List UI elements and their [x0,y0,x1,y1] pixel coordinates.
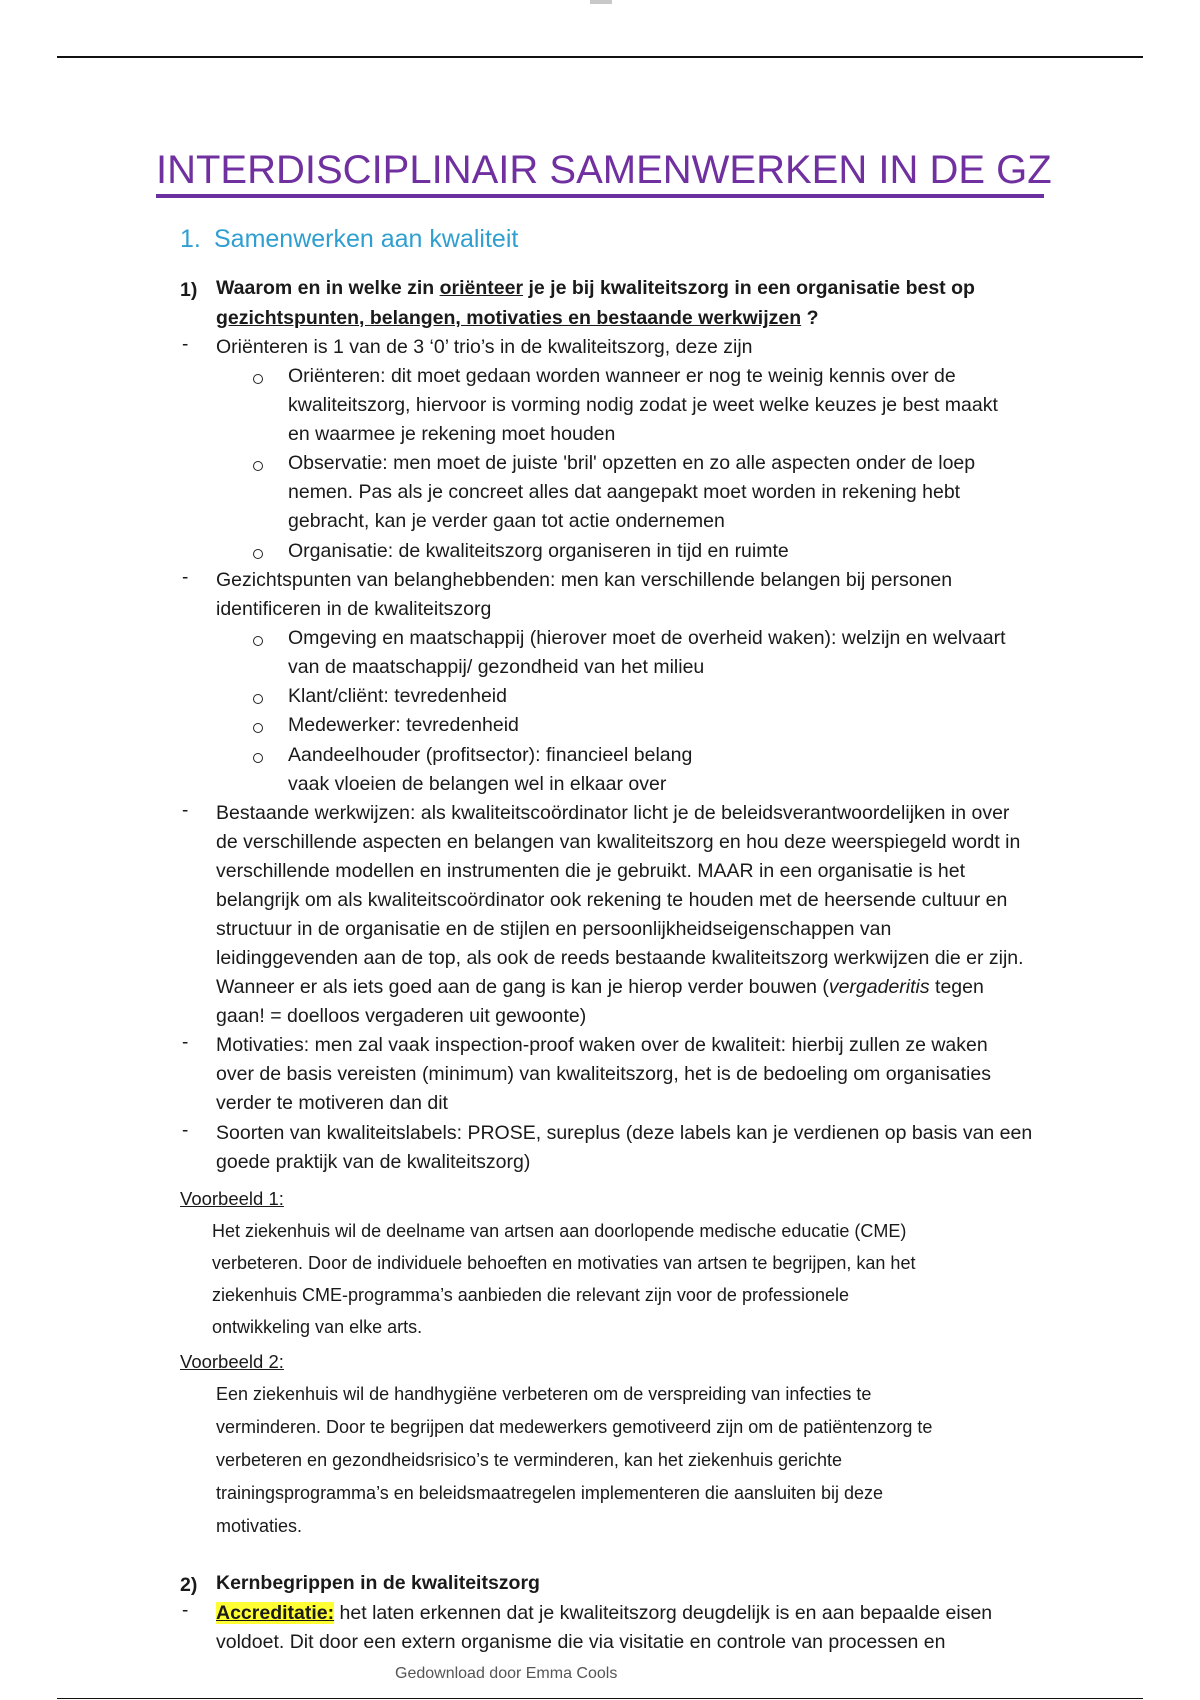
example-1-line-3: ziekenhuis CME-programma’s aanbieden die relevant zijn voor de professionele [212,1285,850,1305]
example-2-label: Voorbeeld 2: [180,1351,284,1372]
example-2-line-4: trainingsprogramma’s en beleidsmaatregelen implementeren die aansluiten bij deze [216,1483,884,1503]
circle-bullet [253,636,263,646]
bullet-4-line-3: verder te motiveren dan dit [216,1092,448,1114]
bullet-3-line-5: structuur in de organisatie en de stijlen en persoonlijkheidseigenschappen van [216,918,892,940]
accreditatie-line-1 [216,1599,992,1628]
bullet-3-italic-term: vergaderitis [828,976,930,998]
sub-bullet-2-1-line-2: van de maatschappij/ gezondheid van het milieu [288,656,705,678]
section-number: 1. [180,225,201,253]
example-1-line-1: Het ziekenhuis wil de deelname van artsen aan doorlopende medische educatie (CME) [212,1221,907,1241]
bullet-4-line-2: over de basis vereisten (minimum) van kwaliteitszorg, het is de bedoeling om organisaties [216,1063,991,1085]
q1-text-a: Waarom en in welke zin [216,277,440,299]
example-2-line-3: verbeteren en gezondheidsrisico’s te verminderen, kan het ziekenhuis gerichte [216,1450,843,1470]
sub-bullet-2-2: Klant/cliënt: tevredenheid [288,685,507,707]
q1-text-c: ? [801,307,819,329]
accreditatie-term: Accreditatie: [216,1602,335,1624]
dash-bullet: - [182,1600,189,1621]
sub-bullet-2-4: Aandeelhouder (profitsector): financieel belang [288,744,693,766]
circle-bullet [253,461,263,471]
header-rule [57,56,1143,58]
question-1-line-2 [216,304,819,333]
bullet-3-line-2: de verschillende aspecten en belangen van kwaliteitszorg en hou deze weerspiegeld wordt in [216,831,1021,853]
top-mark [590,0,612,4]
bullet-5-line-1: Soorten van kwaliteitslabels: PROSE, sureplus (deze labels kan je verdienen op basis van een [216,1122,1033,1144]
bullet-3-line-4: belangrijk om als kwaliteitscoördinator ook rekening te houden met de heersende cultuur en [216,889,1008,911]
q1-text-b: je je bij kwaliteitszorg in een organisatie best op [523,277,975,299]
bullet-3-line-8: gaan! = doelloos vergaderen uit gewoonte) [216,1005,587,1027]
circle-bullet [253,549,263,559]
dash-bullet: - [182,800,189,821]
sub-bullet-1-2-line-1: Observatie: men moet de juiste 'bril' opzetten en zo alle aspecten onder de loep [288,452,976,474]
bullet-3-line-1: Bestaande werkwijzen: als kwaliteitscoördinator licht je de beleidsverantwoordelijken in over [216,802,1010,824]
circle-bullet [253,753,263,763]
circle-bullet [253,694,263,704]
document-title: INTERDISCIPLINAIR SAMENWERKEN IN DE GZ [156,148,1052,192]
sub-bullet-2-1-line-1: Omgeving en maatschappij (hierover moet de overheid waken): welzijn en welvaart [288,627,1006,649]
sub-bullet-1-1-line-1: Oriënteren: dit moet gedaan worden wanneer er nog te weinig kennis over de [288,365,956,387]
bullet-4-line-1: Motivaties: men zal vaak inspection-proof waken over de kwaliteit: hierbij zullen ze waken [216,1034,988,1056]
sub-bullet-1-1-line-2: kwaliteitszorg, hiervoor is vorming nodig zodat je weet welke keuzes je best maakt [288,394,998,416]
question-1-number: 1) [180,279,198,301]
example-2-line-5: motivaties. [216,1516,303,1536]
bullet-1: Oriënteren is 1 van de 3 ‘0’ trio’s in de kwaliteitszorg, deze zijn [216,336,753,358]
example-1-label: Voorbeeld 1: [180,1188,284,1209]
bullet-3-line-7-tail: tegen [929,976,984,998]
bullet-3-line-6: leidinggevenden aan de top, als ook de reeds bestaande kwaliteitszorg werkwijzen die er zijn. [216,947,1024,969]
download-footer: Gedownload door Emma Cools [395,1665,618,1682]
accreditatie-text: het laten erkennen dat je kwaliteitszorg deugdelijk is en aan bepaalde eisen [334,1602,993,1624]
dash-bullet: - [182,1120,189,1141]
example-2-line-1: Een ziekenhuis wil de handhygiëne verbeteren om de verspreiding van infecties te [216,1384,872,1404]
bullet-3-line-7 [216,973,984,1002]
sub-bullet-1-2-line-3: gebracht, kan je verder gaan tot actie ondernemen [288,510,725,532]
sub-bullet-1-3: Organisatie: de kwaliteitszorg organiseren in tijd en ruimte [288,540,789,562]
sub-bullet-1-1-line-3: en waarmee je rekening moet houden [288,423,616,445]
bullet-3-line-7-text: Wanneer er als iets goed aan de gang is kan je hierop verder bouwen ( [216,976,829,998]
q1-text-underlined: oriënteer [439,277,524,299]
bullet-2-line-2: identificeren in de kwaliteitszorg [216,598,492,620]
section-label: Samenwerken aan kwaliteit [214,225,519,253]
example-1-line-4: ontwikkeling van elke arts. [212,1317,423,1337]
bullet-5-line-2: goede praktijk van de kwaliteitszorg) [216,1151,531,1173]
circle-bullet [253,723,263,733]
question-2-number: 2) [180,1574,198,1596]
sub-bullet-2-3: Medewerker: tevredenheid [288,714,519,736]
section-heading [180,225,518,254]
title-underline [156,194,1044,198]
example-1-line-2: verbeteren. Door de individuele behoeften en motivaties van artsen te begrijpen, kan het [212,1253,916,1273]
dash-bullet: - [182,567,189,588]
sub-bullet-1-2-line-2: nemen. Pas als je concreet alles dat aangepakt moet worden in rekening hebt [288,481,961,503]
q1-text-underlined-2: gezichtspunten, belangen, motivaties en bestaande werkwijzen [216,307,802,329]
example-2-line-2: verminderen. Door te begrijpen dat medewerkers gemotiveerd zijn om de patiëntenzorg te [216,1417,933,1437]
accreditatie-line-2: voldoet. Dit door een extern organisme die via visitatie en controle van processen en [216,1631,946,1653]
footer-rule [57,1698,1143,1699]
question-1-line-1 [216,274,975,303]
circle-bullet [253,374,263,384]
dash-bullet: - [182,334,189,355]
bullet-2-line-1: Gezichtspunten van belanghebbenden: men kan verschillende belangen bij personen [216,569,953,591]
bullet-2-note: vaak vloeien de belangen wel in elkaar over [288,773,667,795]
dash-bullet: - [182,1032,189,1053]
question-2-heading: Kernbegrippen in de kwaliteitszorg [216,1572,540,1594]
bullet-3-line-3: verschillende modellen en instrumenten die je gebruikt. MAAR in een organisatie is het [216,860,965,882]
